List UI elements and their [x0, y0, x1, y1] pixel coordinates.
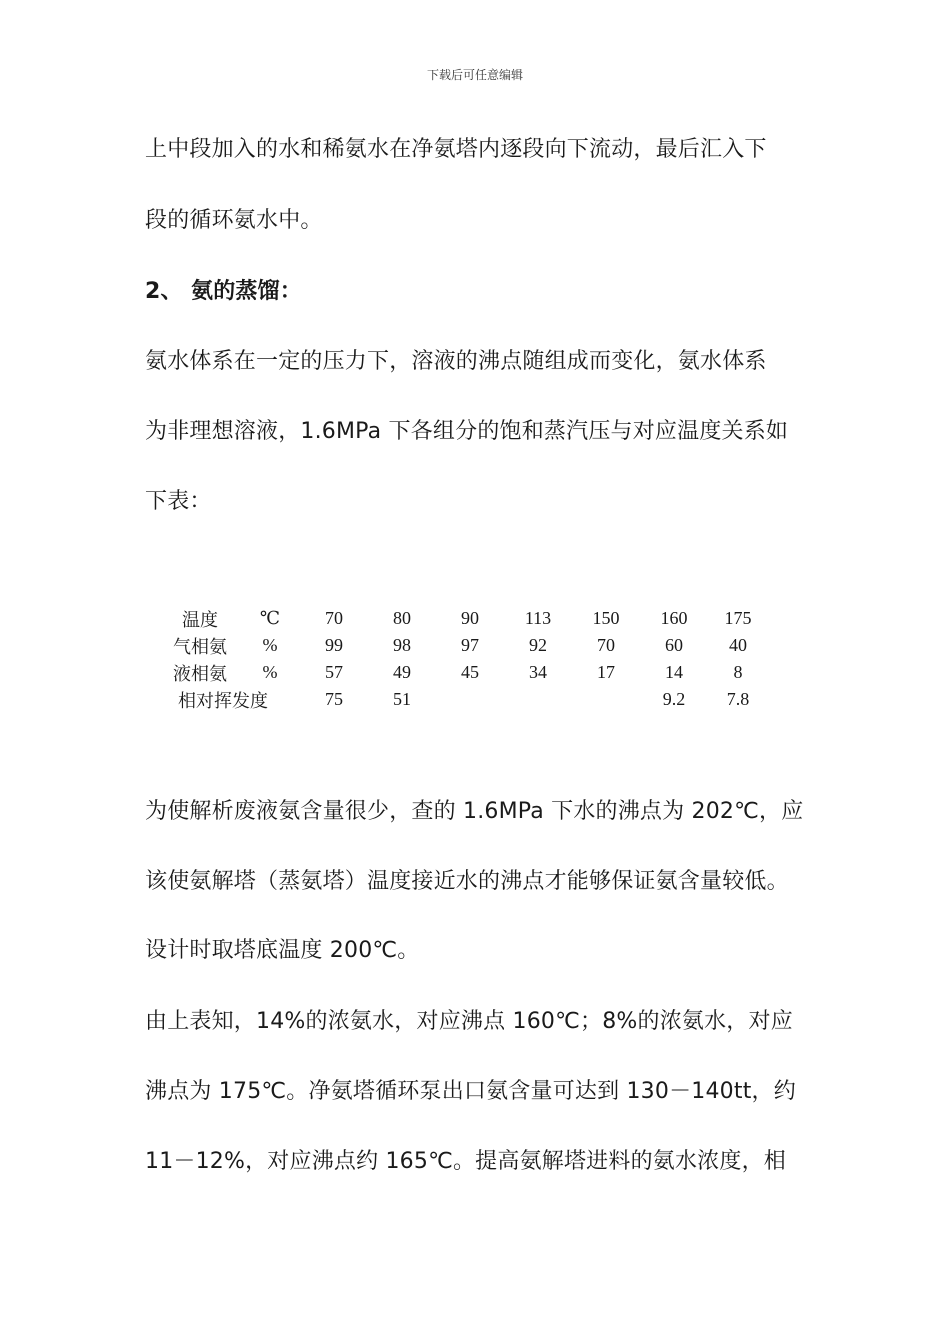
paragraph-4-line-1: 由上表知，14%的浓氨水，对应沸点 160℃；8%的浓氨水，对应: [145, 1009, 793, 1034]
table-cell: 70: [597, 635, 615, 655]
table-cell: 113: [524, 608, 552, 628]
table-row: [160, 659, 768, 686]
paragraph-3-line-3: 设计时取塔底温度 200℃。: [145, 938, 420, 963]
section-heading-2: [145, 277, 302, 307]
table-cell: 150: [592, 608, 620, 628]
table-cell: 175: [724, 608, 752, 628]
page-header: 下载后可任意编辑: [426, 68, 523, 82]
paragraph-2-line-2: 为非理想溶液，1.6MPa 下各组分的饱和蒸汽压与对应温度关系如: [145, 419, 789, 444]
table-cell: 45: [461, 662, 479, 682]
vapor-pressure-table: [160, 605, 768, 713]
table-cell: 80: [393, 608, 411, 628]
table-row: [160, 632, 768, 659]
row-label: 液相氨: [173, 663, 227, 684]
table-cell: 57: [325, 662, 343, 682]
paragraph-2-line-3: 下表：: [145, 489, 212, 514]
table-cell: 160: [660, 608, 688, 628]
table-cell: 99: [325, 635, 343, 655]
table-cell: 90: [461, 608, 479, 628]
table-cell: 40: [729, 635, 747, 655]
table-cell: 98: [393, 635, 411, 655]
table-cell: 60: [665, 635, 683, 655]
paragraph-2-line-1: 氨水体系在一定的压力下，溶液的沸点随组成而变化，氨水体系: [145, 349, 767, 374]
table-cell: 49: [393, 662, 411, 682]
table-cell: 97: [461, 635, 479, 655]
paragraph-1-line-2: 段的循环氨水中。: [145, 208, 323, 233]
row-unit: ℃: [259, 608, 281, 628]
table-cell: [504, 686, 572, 713]
table-cell: 8: [733, 662, 743, 682]
table-cell: 9.2: [662, 689, 686, 709]
row-label: 相对挥发度: [178, 690, 268, 711]
table-cell: 70: [325, 608, 343, 628]
paragraph-3-line-1: 为使解析废液氨含量很少，查的 1.6MPa 下水的沸点为 202℃，应: [145, 799, 804, 824]
table-cell: [572, 686, 640, 713]
paragraph-4-line-3: 11－12%，对应沸点约 165℃。提高氨解塔进料的氨水浓度，相: [145, 1149, 786, 1174]
row-unit: %: [262, 635, 278, 655]
table-cell: [436, 686, 504, 713]
table-cell: 14: [665, 662, 683, 682]
row-unit: %: [262, 662, 278, 682]
table-cell: 92: [529, 635, 547, 655]
row-label: 气相氨: [173, 636, 227, 657]
table-row: [160, 605, 768, 632]
row-label: 温度: [182, 609, 218, 630]
table-cell: 51: [393, 689, 411, 709]
section-title: 氨的蒸馏：: [191, 279, 303, 304]
paragraph-1-line-1: 上中段加入的水和稀氨水在净氨塔内逐段向下流动，最后汇入下: [145, 137, 767, 162]
table-cell: 17: [597, 662, 615, 682]
table-cell: 75: [325, 689, 343, 709]
table-cell: 34: [529, 662, 547, 682]
paragraph-4-line-2: 沸点为 175℃。净氨塔循环泵出口氨含量可达到 130－140tt，约: [145, 1079, 796, 1104]
section-number: 2、: [145, 279, 183, 304]
table-cell: 7.8: [726, 689, 750, 709]
table-row: [160, 686, 768, 713]
paragraph-3-line-2: 该使氨解塔（蒸氨塔）温度接近水的沸点才能够保证氨含量较低。: [145, 869, 789, 894]
